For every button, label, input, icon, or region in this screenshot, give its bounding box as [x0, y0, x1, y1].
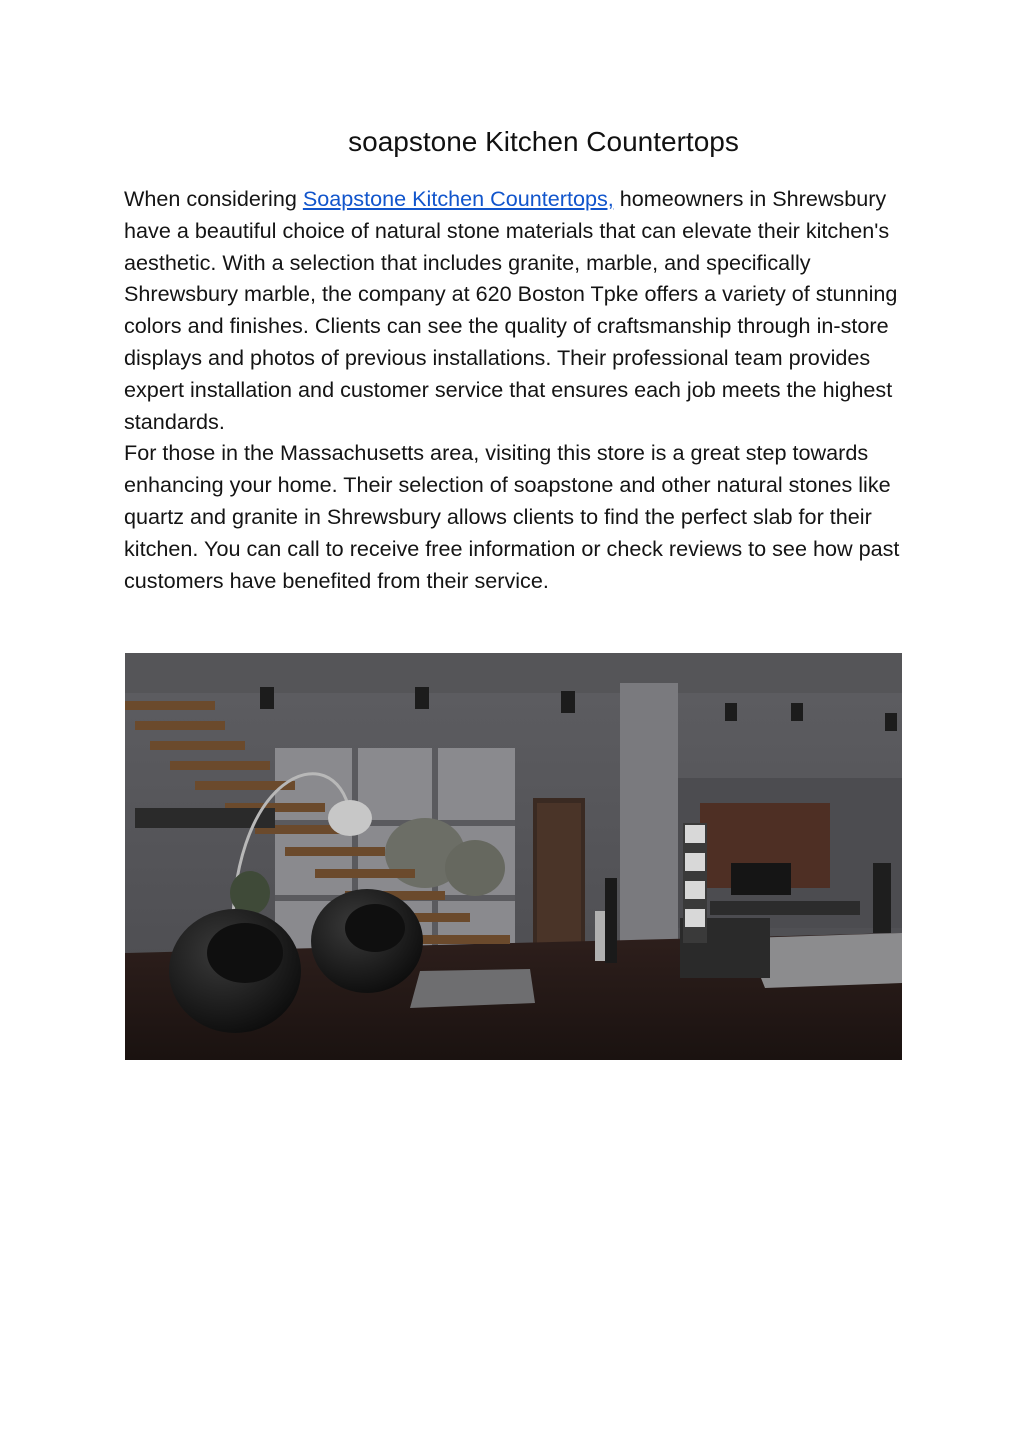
body-paragraph [124, 183, 914, 596]
paragraph-lead: When considering [124, 186, 303, 211]
soapstone-countertops-link[interactable]: Soapstone Kitchen Countertops, [302, 186, 614, 211]
paragraph-rest: homeowners in Shrewsbury have a beautiful choice of natural stone materials that can elevate their kitchen's aesthetic. With a selection that includes granite, marble, and specifically Shrewsbury marble, the company at 620 Boston Tpke offers a variety of stunning colors and finishes. Clients can see the quality of craftsmanship through in-store displays and photos of previous installations. Their professional team provides expert installation and customer service that ensures each job meets the highest standards. [124, 186, 898, 434]
paragraph-second: For those in the Massachusetts area, visiting this store is a great step towards enhancing your home. Their selection of soapstone and other natural stones like quartz and granite in Shrewsbury allows clients to find the perfect slab for their kitchen. You can call to receive free information or check reviews to see how past customers have benefited from their service. [124, 440, 900, 593]
interior-photo [125, 653, 902, 1060]
page-title: soapstone Kitchen Countertops [348, 126, 739, 157]
